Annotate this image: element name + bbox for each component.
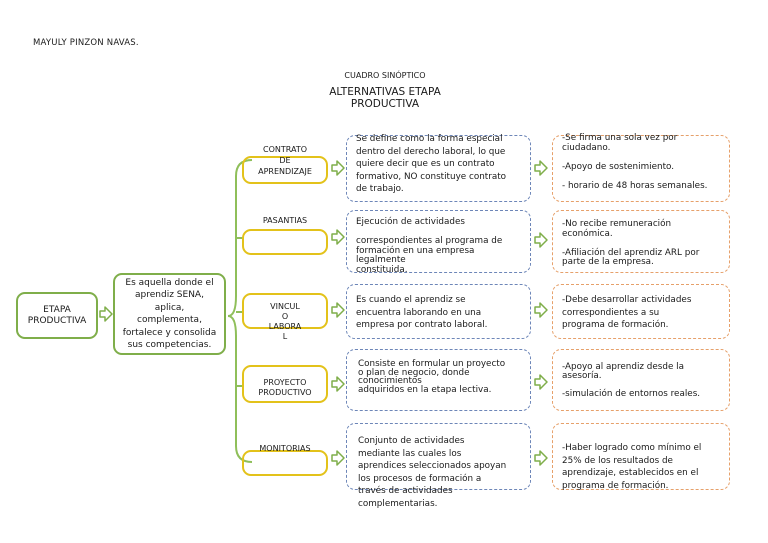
title-line-1: ALTERNATIVAS ETAPA	[329, 86, 441, 98]
arrow-icon	[332, 451, 344, 465]
author-name: MAYULY PINZON NAVAS.	[33, 38, 139, 48]
diagram-label: CUADRO SINÓPTICO	[344, 71, 426, 80]
description-text-vinculo: Es cuando el aprendiz se encuentra laborando en una empresa por contrato laboral.	[356, 295, 488, 330]
title-line-2: PRODUCTIVA	[350, 98, 420, 110]
diagram-title	[300, 86, 470, 110]
description-text-contrato: Se define como la forma especial dentro del derecho laboral, lo que quiere decir que es un contrato formativo, NO constituye contrato de trabajo.	[356, 134, 507, 194]
root-node	[16, 292, 98, 339]
details-text-pasantias: -No recibe remuneración económica. -Afiliación del aprendiz ARL por parte de la empresa.	[562, 219, 700, 267]
alternative-label-pasantias: PASANTIAS	[262, 216, 308, 225]
description-text-pasantias: Ejecución de actividades correspondientes al programa de formación en una empresa legalmente constituida.	[356, 217, 503, 275]
details-text-vinculo: -Debe desarrollar actividades correspondientes a su programa de formación.	[562, 295, 692, 330]
definition-node	[113, 273, 226, 355]
details-text-contrato: -Se firma una sola vez por ciudadano. -Apoyo de sostenimiento. - horario de 48 horas semanales.	[562, 133, 708, 191]
arrow-icon	[535, 233, 547, 247]
arrow-icon	[332, 161, 344, 175]
arrow-icon	[332, 303, 344, 317]
arrow-icon	[535, 303, 547, 317]
alternative-label-monitorias: MONITORIAS	[259, 444, 311, 453]
root-label: ETAPA PRODUCTIVA	[27, 304, 87, 326]
arrow-icon	[332, 377, 344, 391]
definition-text: Es aquella donde el aprendiz SENA, aplica, complementa, fortalece y consolida sus competencias.	[122, 277, 217, 350]
arrow-icon	[535, 161, 547, 175]
arrow-icon	[100, 307, 112, 321]
description-text-proyecto: Consiste en formular un proyecto o plan de negocio, donde conocimientos adquiridos en la etapa lectiva.	[358, 359, 506, 395]
alternative-label-proyecto: PROYECTO PRODUCTIVO	[258, 378, 312, 397]
details-text-proyecto: -Apoyo al aprendiz desde la asesoría. -simulación de entornos reales.	[562, 362, 701, 399]
alternative-box-pasantias	[242, 229, 328, 255]
description-text-monitorias: Conjunto de actividades mediante las cuales los aprendices seleccionados apoyan los procesos de formación a través de actividades complementarias.	[358, 436, 507, 509]
details-text-monitorias: -Haber logrado como mínimo el 25% de los resultados de aprendizaje, establecidos en el programa de formación.	[562, 443, 702, 491]
alternative-label-contrato: CONTRATO DE APRENDIZAJE	[258, 145, 312, 176]
alternative-label-vinculo: VINCUL O LABORA L	[268, 302, 302, 341]
arrow-icon	[332, 230, 344, 244]
